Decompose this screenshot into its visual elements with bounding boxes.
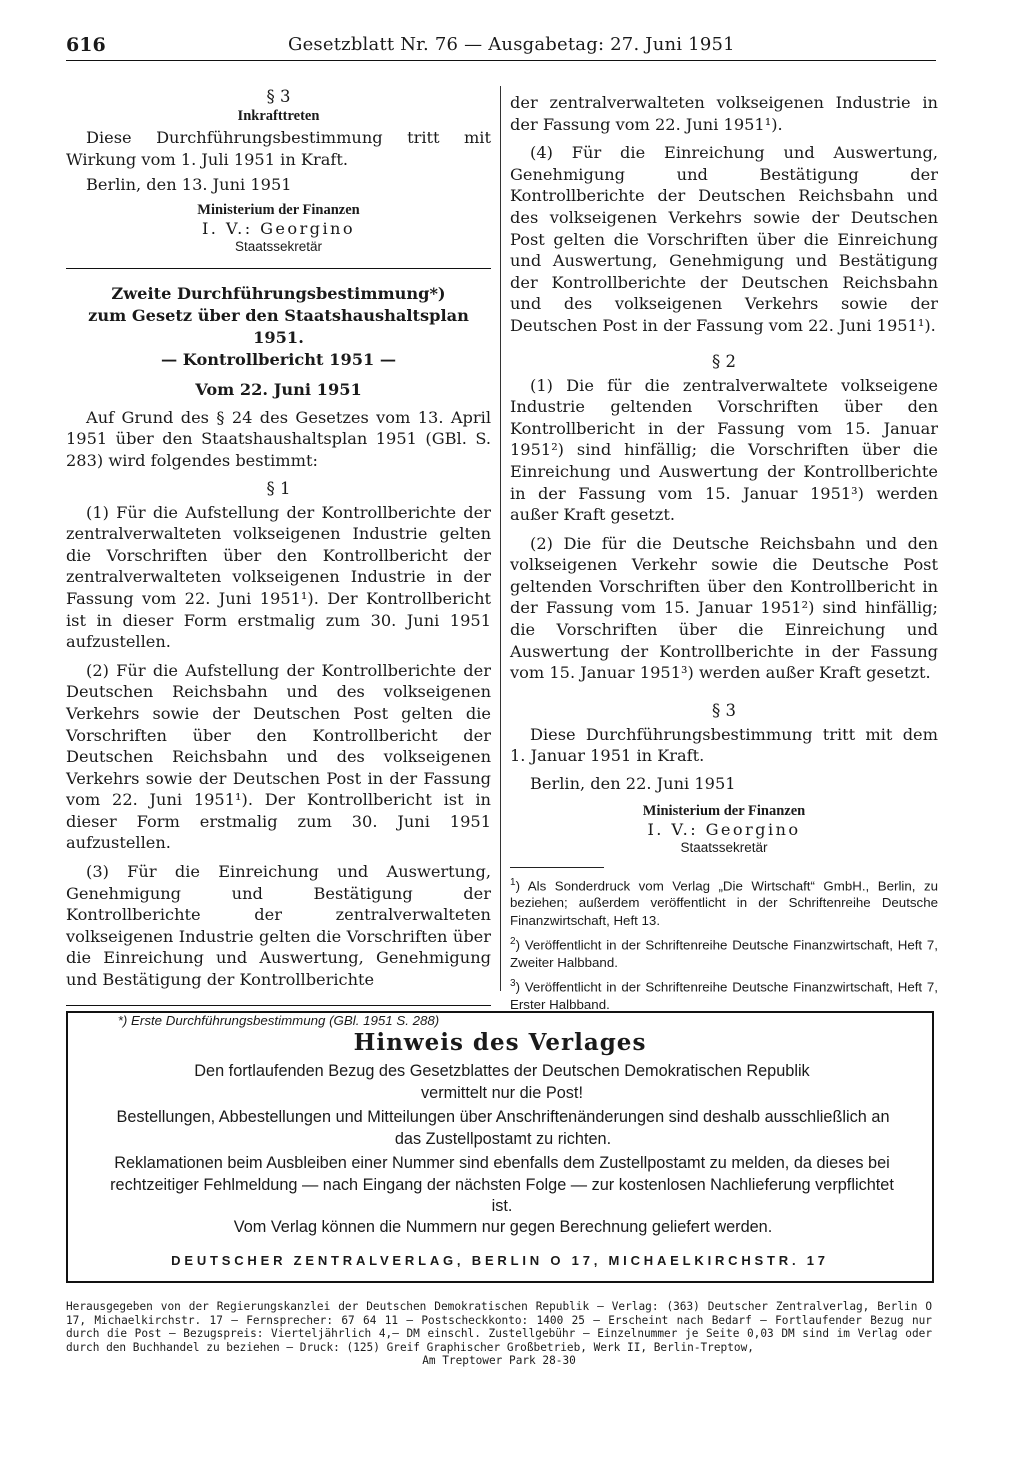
footnote-2 [510, 933, 938, 971]
notice-paragraph: Bestellungen, Abbestellungen und Mitteilungen über Anschriftenänderungen sind deshalb ausschließlich an das Zustellpostamt zu richten. [116, 1108, 890, 1148]
section-heading: § 2 [712, 351, 736, 371]
footnote-number: 3 [510, 977, 516, 989]
right-column [510, 92, 938, 1013]
footnote-rule [510, 867, 604, 868]
section-heading: § 1 [266, 478, 291, 498]
paragraph: (2) Die für die Deutsche Reichsbahn und den volkseigenen Verkehr sowie die Deutsche Post geltenden Vorschriften über den Kontrollbericht in der Fassung vom 15. Januar 1951²) sind hinfällig; die Vorschriften über die Einreichung und Auswertung der Kontrollberichte in der Fassung vom 15. Januar 1951³) werden außer Kraft gesetzt. [510, 533, 938, 683]
document-title-line-1: Zweite Durchführungsbestimmung*) [111, 283, 446, 303]
ministry-name: Ministerium der Finanzen [642, 802, 806, 819]
paragraph: Diese Durchführungsbestimmung tritt mit dem 1. Januar 1951 in Kraft. [510, 724, 938, 766]
footnote-text: ) Als Sonderdruck vom Verlag „Die Wirtschaft“ GmbH., Berlin, zu beziehen; außerdem veröffentlicht in der Schriftenreihe Deutsche Finanzwirtschaft, Heft 13. [510, 878, 938, 928]
footnote-number: 2 [510, 935, 516, 947]
paragraph: (4) Für die Einreichung und Auswertung, Genehmigung und Bestätigung der Kontrollberichte der Deutschen Reichsbahn und des volkseigenen Verkehrs sowie der Deutschen Post gelten die Vorschriften über die Einreichung und Auswertung, Genehmigung und Bestätigung der Kontrollberichte der Deutschen Reichsbahn und des volkseigenen Verkehrs sowie der Deutschen Post in der Fassung vom 22. Juni 1951¹). [510, 143, 938, 335]
document-date: Vom 22. Juni 1951 [195, 379, 362, 399]
preamble: Auf Grund des § 24 des Gesetzes vom 13. April 1951 über den Staatshaushaltsplan 1951 (GBl. S. 283) wird folgendes bestimmt: [66, 407, 491, 470]
section-rule [66, 268, 491, 269]
page-header [66, 34, 936, 61]
footnote-number: 1 [510, 876, 516, 888]
place-date: Berlin, den 22. Juni 1951 [530, 774, 736, 794]
paragraph: (1) Für die Aufstellung der Kontrollberichte der zentralverwalteten volkseigenen Industrie gelten die Vorschriften über den Kontrollbericht der zentralverwalteten volkseigenen Industrie in der Fassung vom 22. Juni 1951¹). Der Kontrollbericht ist in dieser Form erstmalig zum 30. Juni 1951 aufzustellen. [66, 502, 491, 652]
publisher-address: DEUTSCHER ZENTRALVERLAG, BERLIN O 17, MICHAELKIRCHSTR. 17 [171, 1253, 829, 1268]
footnote-3 [510, 975, 938, 1013]
section-heading: § 3 [712, 700, 736, 720]
publisher-notice-box [66, 1011, 934, 1283]
imprint-address: Am Treptower Park 28-30 [422, 1354, 576, 1367]
footnote-text: ) Veröffentlicht in der Schriftenreihe Deutsche Finanzwirtschaft, Heft 7, Erster Halbband. [510, 979, 938, 1012]
notice-paragraph: Vom Verlag können die Nummern nur gegen Berechnung geliefert werden. [233, 1218, 773, 1236]
footnote-rule [66, 1005, 491, 1006]
left-column [66, 86, 491, 1029]
section-title: Inkrafttreten [237, 108, 320, 124]
footnote-star: *) Erste Durchführungsbestimmung (GBl. 1951 S. 288) [117, 1012, 440, 1028]
footnote-1 [510, 874, 938, 929]
document-title-line-2: zum Gesetz über den Staatshaushaltsplan 1951. [88, 305, 469, 347]
notice-paragraph: Den fortlaufenden Bezug des Gesetzblattes der Deutschen Demokratischen Republik vermittelt nur die Post! [194, 1062, 810, 1102]
document-title-line-3: — Kontrollbericht 1951 — [160, 349, 397, 369]
signer-role: Staatssekretär [680, 839, 768, 855]
page-number: 616 [66, 34, 106, 56]
page-header-title: Gesetzblatt Nr. 76 — Ausgabetag: 27. Juni 1951 [288, 34, 735, 55]
imprint: Herausgegeben von der Regierungskanzlei der Deutschen Demokratischen Republik — Verlag: (363) Deutscher Zentralverlag, Berlin O 17, Michaelkirchstr. 17 — Fernsprecher: 67 64 11 — Postscheckkonto: 1400 25 — Erscheint nach Bedarf — Fortlaufender Bezug nur durch die Post — Bezugspreis: Vierteljährlich 4,— DM einschl. Zustellgebühr — Einzelnummer je Seite 0,03 DM sind im Verlag oder durch den Buchhandel zu beziehen — Druck: (125) Greif Graphischer Großbetrieb, Werk II, Berlin-Treptow, [66, 1300, 932, 1354]
paragraph: (3) Für die Einreichung und Auswertung, Genehmigung und Bestätigung der Kontrollberichte der zentralverwalteten volkseigenen Industrie gelten die Vorschriften über die Einreichung und Auswertung, Genehmigung und Bestätigung der Kontrollberichte [66, 862, 491, 990]
column-divider [500, 86, 501, 991]
place-date: Berlin, den 13. Juni 1951 [86, 175, 292, 195]
paragraph: (1) Die für die zentralverwaltete volkseigene Industrie geltenden Vorschriften über den Kontrollbericht in der Fassung vom 15. Januar 1951²) sind hinfällig; die Vorschriften über die Einreichung und Auswertung der Kontrollberichte in der Fassung vom 15. Januar 1951³) werden außer Kraft gesetzt. [510, 375, 938, 525]
notice-paragraph: Reklamationen beim Ausbleiben einer Nummer sind ebenfalls dem Zustellpostamt zu melden, da dieses bei rechtzeitiger Fehlmeldung — nach Eingang der nächsten Folge — zur kostenlosen Nachlieferung verpflichtet ist. [110, 1154, 894, 1215]
signer-role: Staatssekretär [234, 238, 323, 254]
ministry-name: Ministerium der Finanzen [197, 201, 360, 218]
paragraph: der zentralverwalteten volkseigenen Industrie in der Fassung vom 22. Juni 1951¹). [510, 93, 938, 134]
paragraph: (2) Für die Aufstellung der Kontrollberichte der Deutschen Reichsbahn und des volkseigenen Verkehrs sowie der Deutschen Post gelten die Vorschriften über den Kontrollbericht der Deutschen Reichsbahn und des volkseigenen Verkehrs sowie der Deutschen Post in der Fassung vom 22. Juni 1951¹). Der Kontrollbericht ist in dieser Form erstmalig zum 30. Juni 1951 aufzustellen. [66, 660, 491, 853]
signer-name: I. V.: Georgino [202, 218, 355, 238]
notice-title: Hinweis des Verlages [353, 1029, 647, 1056]
paragraph: Diese Durchführungsbestimmung tritt mit Wirkung vom 1. Juli 1951 in Kraft. [66, 128, 491, 169]
signer-name: I. V.: Georgino [647, 819, 801, 839]
footnote-text: ) Veröffentlicht in der Schriftenreihe Deutsche Finanzwirtschaft, Heft 7, Zweiter Halbband. [510, 937, 938, 970]
section-heading: § 3 [266, 87, 291, 106]
